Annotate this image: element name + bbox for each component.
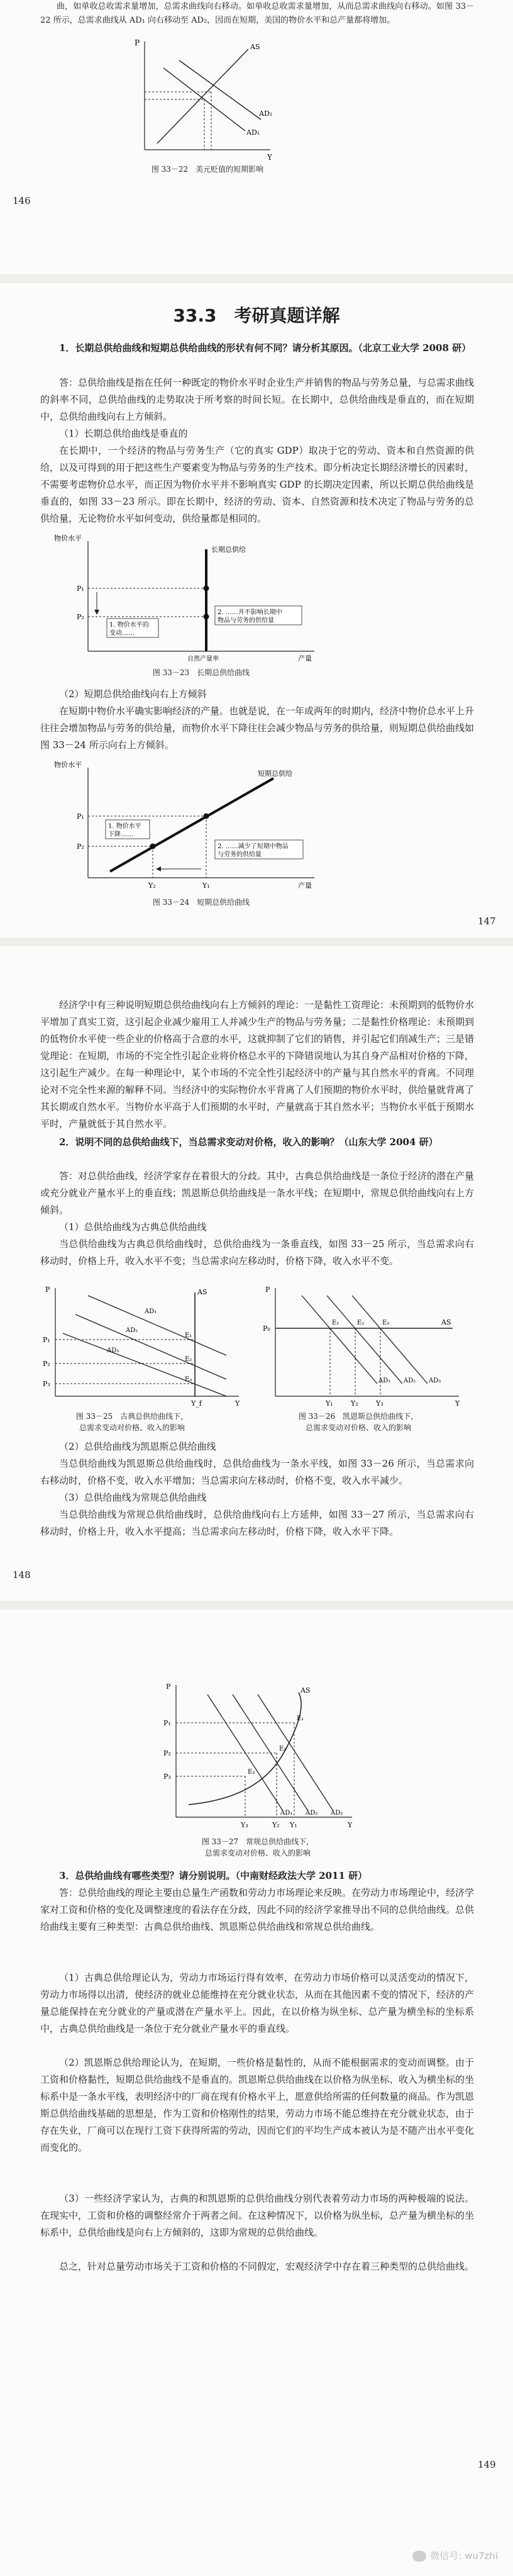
label-e3: E₃ <box>185 1376 192 1383</box>
question-3: 3．总供给曲线有哪些类型？请分别说明。（中南财经政法大学 2011 研） <box>59 1870 368 1881</box>
figure-caption <box>38 1411 226 1433</box>
natural-rate-label: 自然产量率 <box>187 656 219 663</box>
label-as: AS <box>301 1686 311 1694</box>
x-axis-title: 产量 <box>298 882 312 890</box>
label-e1: E₁ <box>297 1715 304 1722</box>
caption-line: 图 33－27 常规总供给曲线下， <box>201 1837 314 1846</box>
page-divider <box>0 274 513 283</box>
page-number: 149 <box>478 2459 496 2470</box>
paragraph: 在长期中，一个经济的物品与劳务生产（它的真实 GDP）取决于它的劳动、资本和自然资源的供给，以及可得到的用于把这些生产要素变为物品与劳务的生产技术。即分析决定长期经济增长的因素时，不需要考虑物价总水平，而正因为物价水平并不影响真实 GDP 的长期决定因素，所以长期总供给曲线是垂直的，如图 33－23 所示。即在长期中，经济的劳动、资本、自然资源和技术决定了物品与劳务的总供给量，无论物价水平如何变动，供给量都是相同的。 <box>40 445 475 524</box>
note-2-line1: 2. ……减少了短期中物品 <box>218 843 289 850</box>
label-ad2: AD₂ <box>306 1810 318 1817</box>
axis-label-y: Y <box>455 1399 460 1408</box>
label-ad3: AD₃ <box>331 1810 343 1817</box>
label-y2: Y₂ <box>351 1399 358 1408</box>
paragraph: 曲，如单收总收需求量增加，总需求曲线向右移动。如单收总收需求量增加，从而总需求曲线向右移动。如图 33－22 所示，总需求曲线从 AD₁ 向右移动至 AD₂，因而在短期，美国的物价水平和总产量都将增加。 <box>40 2 474 25</box>
curve-label: 长期总供给 <box>211 546 246 554</box>
figure-33-26 <box>258 1283 465 1409</box>
label-ad1: AD₁ <box>378 1377 391 1384</box>
paragraph: （1）古典总供给理论认为，劳动力市场运行得有效率，在劳动力市场价格可以灵活变动的情况下，劳动力市场得以出清，使经济的就业总能维持在充分就业状态，从而在其他因素不变的情况下，经济的产量总能保持在充分就业的产量或潜在产量水平上。因此，在以价格为纵坐标、总产量为横坐标的坐标系中，古典总供给曲线是一条位于充分就业产量水平的垂直线。 <box>40 1972 475 2034</box>
question-1: 1．长期总供给曲线和短期总供给曲线的形状有何不同？请分析其原因。（北京工业大学 2008 研） <box>59 342 472 354</box>
page-divider <box>0 1601 513 1610</box>
caption-line: 图 33－25 古典总供给曲线下， <box>75 1412 189 1421</box>
figure-caption <box>163 1836 352 1859</box>
section-title: 33.3 考研真题详解 <box>173 305 340 326</box>
ad2-curve <box>327 1296 402 1384</box>
note-2-line2: 物品与劳务的供给量 <box>218 617 274 624</box>
label-e1: E₁ <box>332 1319 339 1326</box>
label-p1: P₁ <box>77 812 84 820</box>
label-p1: P₁ <box>163 1719 171 1727</box>
question-2: 2．说明不同的总供给曲线下，当总需求变动对价格，收入的影响？（山东大学 2004 研） <box>59 1136 438 1148</box>
caption-line: 总需求变动对价格、收入的影响 <box>79 1423 185 1432</box>
caption-line: 图 33－26 凯恩斯总供给曲线下， <box>298 1412 419 1421</box>
axis-label-p: P <box>265 1285 270 1294</box>
answer-2: 答：对总供给曲线，经济学家存在着很大的分歧。其中，古典总供给曲线是一条位于经济的潜在产量或充分就业产量水平上的垂直线；凯恩斯总供给曲线是一条水平线；在短期中，常规总供给曲线向右上方倾斜。 <box>40 1170 475 1216</box>
label-ad2: AD₂ <box>404 1377 416 1384</box>
label-p0: P₀ <box>263 1324 270 1333</box>
list-heading: （1）总供给曲线为古典总供给曲线 <box>59 1221 207 1233</box>
label-p2: P₂ <box>77 843 84 851</box>
list-heading: （2）总供给曲线为凯恩斯总供给曲线 <box>59 1441 216 1452</box>
paragraph: 当总供给曲线为常规总供给曲线时，总供给曲线向右上方延伸，如图 33－27 所示，当总需求向右移动时，价格上升，收入水平提高；当总需求向左移动时，价格下降，收入水平下降。 <box>40 1509 474 1537</box>
figure-33-27 <box>157 1679 358 1830</box>
y-axis-title: 物价水平 <box>54 761 82 769</box>
note-1-line1: 1. 物价水平的 <box>109 622 149 629</box>
figure-33-22 <box>126 36 277 162</box>
paragraph: 当总供给曲线为凯恩斯总供给曲线时，总供给曲线为一条水平线，如图 33－26 所示，当总需求向右移动时，价格不变，收入水平增加；当总需求向左移动时，价格不变，收入水平减少。 <box>40 1458 474 1486</box>
figure-caption: 图 33－24 短期总供给曲线 <box>152 898 250 907</box>
page-number: 146 <box>13 195 31 206</box>
label-y3: Y₃ <box>241 1821 248 1829</box>
axis-label-y: Y <box>348 1821 353 1829</box>
ad1-curve <box>302 1296 377 1384</box>
label-p1: P₁ <box>77 585 84 593</box>
paragraph: 当总供给曲线为古典总供给曲线时，总供给曲线为一条垂直线，如图 33－25 所示，当总需求向右移动时，价格上升，收入水平不变；当总需求向左移动时，价格下降，收入水平不变。 <box>40 1238 474 1267</box>
label-ad1: AD₁ <box>145 1308 157 1315</box>
label-yf: Y_f <box>191 1399 202 1408</box>
label-y2: Y₂ <box>272 1821 280 1829</box>
x-axis-title: 产量 <box>298 654 312 663</box>
paragraph: （2）凯恩斯总供给理论认为，在短期，一些价格是黏性的，从而不能根据需求的变动而调整。由于工资和价格黏性，短期总供给曲线不是垂直的。凯恩斯总供给曲线在以价格为纵坐标、收入为横坐标的坐标系中是一条水平线，表明经济中的厂商在现有价格水平上，愿意供给所需的任何数量的商品。作为凯恩斯总供给曲线基础的思想是，作为工资和价格刚性的结果，劳动力市场不能总维持在充分就业状态，由于存在失业，厂商可以在现行工资下获得所需的劳动，因而它们的平均生产成本被认为是不随产出水平变化而变化的。 <box>40 2057 475 2153</box>
label-p2: P₂ <box>43 1360 50 1368</box>
list-heading: （3）总供给曲线为常规总供给曲线 <box>59 1492 207 1503</box>
paragraph: 总之，针对总量劳动市场关于工资和价格的不同假定，宏观经济学中存在着三种类型的总供给曲线。 <box>59 2261 475 2272</box>
label-y1: Y₁ <box>326 1399 333 1408</box>
label-as: AS <box>197 1288 207 1296</box>
watermark <box>412 2549 498 2562</box>
label-e3: E₃ <box>382 1319 390 1326</box>
ad1-curve <box>88 1296 226 1355</box>
label-e2: E₂ <box>279 1745 287 1752</box>
list-heading: （2）短期总供给曲线向右上方倾斜 <box>59 688 207 700</box>
page-148 <box>0 946 513 1601</box>
page-number: 148 <box>13 1569 31 1581</box>
figure-33-25 <box>38 1283 245 1409</box>
paragraph: 经济学中有三种说明短期总供给曲线向右上方倾斜的理论：一是黏性工资理论：未预期到的低物价水平增加了真实工资，这引起企业减少雇用工人并减少生产的物品与劳务量；二是黏性价格理论：未预期到的低物价水平使一些企业的价格高于合意的水平，这就抑制了它们的销售，并引起它们削减生产；三是错觉理论：在短期，市场的不完全性引起企业将价格总水平的下降错误地认为其自身产品相对价格的下降，这引起生产减少。在每一种理论中，某个市场的不完全性引起经济中的产量与其自然水平的背离。不同理论对不完全性来源的解释不同。当经济中的实际物价水平背离了人们预期的物价水平时，供给量就背离了其长期或自然水平。当物价水平高于人们预期的水平时，产量就高于其自然水平；当物价水平低于预期水平时，产量就低于其自然水平。 <box>40 999 475 1129</box>
page-divider <box>0 938 513 946</box>
label-e1: E₁ <box>185 1332 192 1339</box>
note-2-line2: 与劳务的供给量 <box>218 851 262 858</box>
paragraph: 在短期中物价水平确实影响经济的产量。也就是说，在一年或两年的时期内，经济中物价总水平上升往往会增加物品与劳务的供给量，而物价水平下降往往会减少物品与劳务的供给量，则短期总供给曲线如图 33－24 所示向右上方倾斜。 <box>40 705 475 751</box>
figure-caption: 图 33－22 美元贬值的短期影响 <box>151 165 264 174</box>
label-p3: P₃ <box>163 1772 171 1781</box>
page-149 <box>0 1610 513 2576</box>
as-curve <box>157 49 248 143</box>
answer-1: 答：总供给曲线是指在任何一种既定的物价水平时企业生产并销售的物品与劳务总量，与总需求曲线的斜率不同，总供给曲线的走势取决于所考察的时间长短。在长期中，总供给曲线是垂直的，而在短期中，总供给曲线向右上方倾斜。 <box>40 377 475 422</box>
page-146 <box>0 0 513 274</box>
y-axis-title: 物价水平 <box>54 534 82 542</box>
label-e3: E₃ <box>248 1769 255 1776</box>
note-1-line1: 1. 物价水平 <box>108 823 141 830</box>
label-p2: P₂ <box>77 613 84 621</box>
label-ad3: AD₃ <box>429 1377 441 1384</box>
watermark-text: 微信号: wu7zhi <box>430 2550 498 2562</box>
label-ad1: AD₁ <box>246 128 260 137</box>
label-y2: Y₂ <box>148 882 156 890</box>
label-as: AS <box>441 1318 451 1326</box>
label-ad3: AD₃ <box>107 1347 119 1354</box>
label-y1: Y₁ <box>290 1821 297 1829</box>
figure-caption <box>264 1411 453 1433</box>
label-ad2: AD₂ <box>126 1327 138 1334</box>
ad3-curve <box>352 1296 428 1384</box>
note-1-line2: 下降…… <box>108 831 133 838</box>
label-y1: Y₁ <box>202 882 210 890</box>
figure-33-24 <box>50 758 327 893</box>
list-heading: （1）长期总供给曲线是垂直的 <box>59 428 188 439</box>
caption-line: 总需求变动对价格、收入的影响 <box>305 1423 411 1432</box>
curve-label: 短期总供给 <box>258 770 292 778</box>
note-2-line1: 2. ……并不影响长期中 <box>218 609 282 616</box>
label-y3: Y₃ <box>376 1399 383 1408</box>
label-e2: E₂ <box>357 1319 365 1326</box>
paragraph: （3）一些经济学家认为，古典的和凯恩斯的总供给曲线分别代表着劳动力市场的两种极端的说法。在现实中，工资和价格的调整经常介于两者之间。在这种情况下，以价格为纵坐标，总产量为横坐标的坐标系中，总供给曲线是向右上方倾斜的，这即为常规的总供给曲线。 <box>40 2193 475 2238</box>
label-ad2: AD₂ <box>259 109 273 118</box>
wechat-icon <box>412 2551 426 2562</box>
figure-caption: 图 33－23 长期总供给曲线 <box>152 668 250 677</box>
label-as: AS <box>250 43 260 51</box>
label-p3: P₃ <box>43 1380 50 1388</box>
ad3-curve <box>258 1694 333 1811</box>
caption-line: 总需求变动对价格、收入的影响 <box>204 1849 311 1857</box>
axis-label-y: Y <box>235 1399 240 1408</box>
axis-label-p: P <box>166 1683 171 1691</box>
label-p2: P₂ <box>163 1749 171 1757</box>
label-ad1: AD₁ <box>280 1810 293 1817</box>
axis-label-p: P <box>135 38 140 47</box>
axis-label-p: P <box>45 1285 50 1294</box>
label-p1: P₁ <box>43 1336 50 1344</box>
note-1-line2: 变动…… <box>109 630 135 637</box>
figure-33-23 <box>50 532 327 664</box>
answer-3: 答：总供给曲线的理论主要由总量生产函数和劳动力市场理论来反映。在劳动力市场理论中，经济学家对工资和价格的变化及调整速度的看法存在分歧，因此不同的经济学家推导出不同的总供给曲线。总供给曲线主要有三种类型：古典总供给曲线、凯恩斯总供给曲线和常规总供给曲线。 <box>40 1887 475 1932</box>
page-number: 147 <box>478 916 496 927</box>
ad3-curve <box>63 1333 226 1396</box>
label-e2: E₂ <box>185 1356 192 1363</box>
page-147 <box>0 283 513 938</box>
axis-label-y: Y <box>267 153 272 162</box>
